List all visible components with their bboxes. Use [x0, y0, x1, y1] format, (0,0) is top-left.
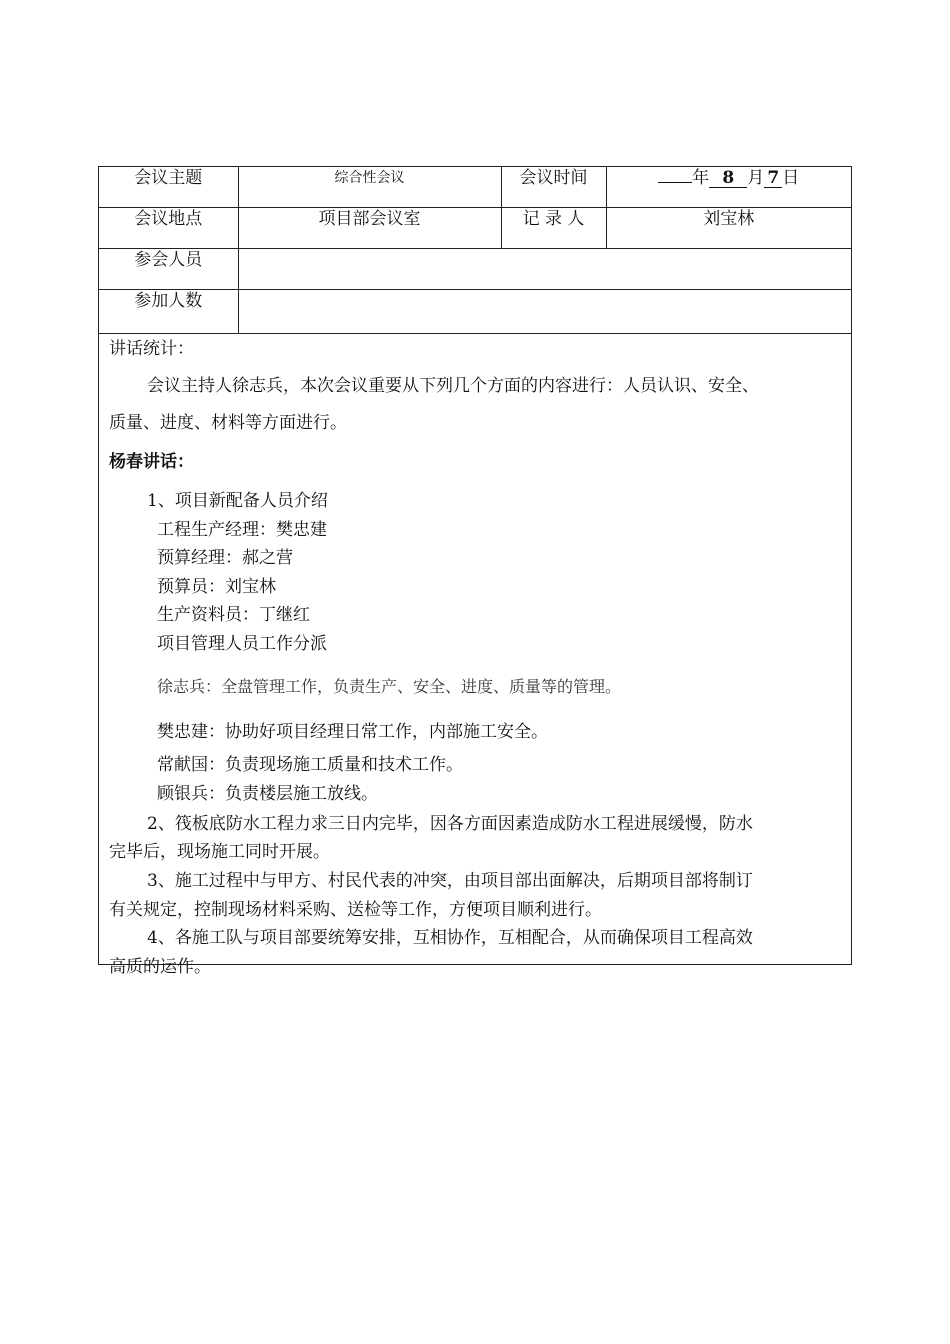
year-blank: [658, 182, 692, 183]
duty-line: 常献国：负责现场施工质量和技术工作。: [157, 755, 463, 775]
month-suffix: 月: [747, 168, 765, 188]
attendee-count-row: [99, 290, 851, 334]
staff-line: 工程生产经理：樊忠建: [157, 520, 327, 540]
item-2-line-1: 2、筏板底防水工程力求三日内完毕，因各方面因素造成防水工程进展缓慢，防水: [147, 814, 753, 834]
place-value: 项目部会议室: [238, 208, 501, 249]
item-4-line-1: 4、各施工队与项目部要统筹安排，互相协作，互相配合，从而确保项目工程高效: [147, 928, 753, 948]
staff-line: 预算员：刘宝林: [157, 577, 276, 597]
staff-line: 生产资料员：丁继红: [157, 605, 310, 625]
stats-heading: 讲话统计：: [109, 339, 194, 359]
recorder-label: 记 录 人: [501, 208, 606, 249]
topic-value: 综合性会议: [238, 167, 501, 208]
item-1-title: 1、项目新配备人员介绍: [147, 491, 328, 511]
attendees-label: 参会人员: [99, 249, 238, 290]
place-label: 会议地点: [99, 208, 238, 249]
recorder-value: 刘宝林: [606, 208, 851, 249]
meeting-date: [606, 167, 851, 208]
day-suffix: 日: [782, 168, 800, 188]
meeting-place-row: [99, 208, 851, 249]
duty-line: 樊忠建：协助好项目经理日常工作，内部施工安全。: [157, 722, 548, 742]
meeting-topic-row: [99, 167, 851, 208]
item-3-line-2: 有关规定，控制现场材料采购、送检等工作，方便项目顺利进行。: [109, 900, 602, 920]
day-value: 7: [764, 169, 782, 188]
intro-line-1: 会议主持人徐志兵，本次会议重要从下列几个方面的内容进行：人员认识、安全、: [147, 376, 759, 396]
attendees-value: [238, 249, 851, 290]
attendees-row: [99, 249, 851, 290]
meeting-record-form: [98, 166, 852, 977]
item-2-line-2: 完毕后，现场施工同时开展。: [109, 842, 330, 862]
meeting-info-table: [99, 167, 851, 334]
item-4-line-2: 高质的运作。: [109, 957, 211, 977]
year-suffix: 年: [692, 168, 710, 188]
duty-line: 顾银兵：负责楼层施工放线。: [157, 784, 378, 804]
item-3-line-1: 3、施工过程中与甲方、村民代表的冲突，由项目部出面解决，后期项目部将制订: [147, 871, 753, 891]
staff-line: 项目管理人员工作分派: [157, 634, 327, 654]
duty-line: 徐志兵：全盘管理工作，负责生产、安全、进度、质量等的管理。: [157, 677, 622, 696]
staff-line: 预算经理：郝之营: [157, 548, 293, 568]
time-label: 会议时间: [501, 167, 606, 208]
intro-line-2: 质量、进度、材料等方面进行。: [109, 413, 347, 433]
speaker-heading: 杨春讲话：: [109, 452, 194, 472]
month-value: 8: [709, 169, 747, 188]
count-label: 参加人数: [99, 290, 238, 334]
topic-label: 会议主题: [99, 167, 238, 208]
count-value: [238, 290, 851, 334]
